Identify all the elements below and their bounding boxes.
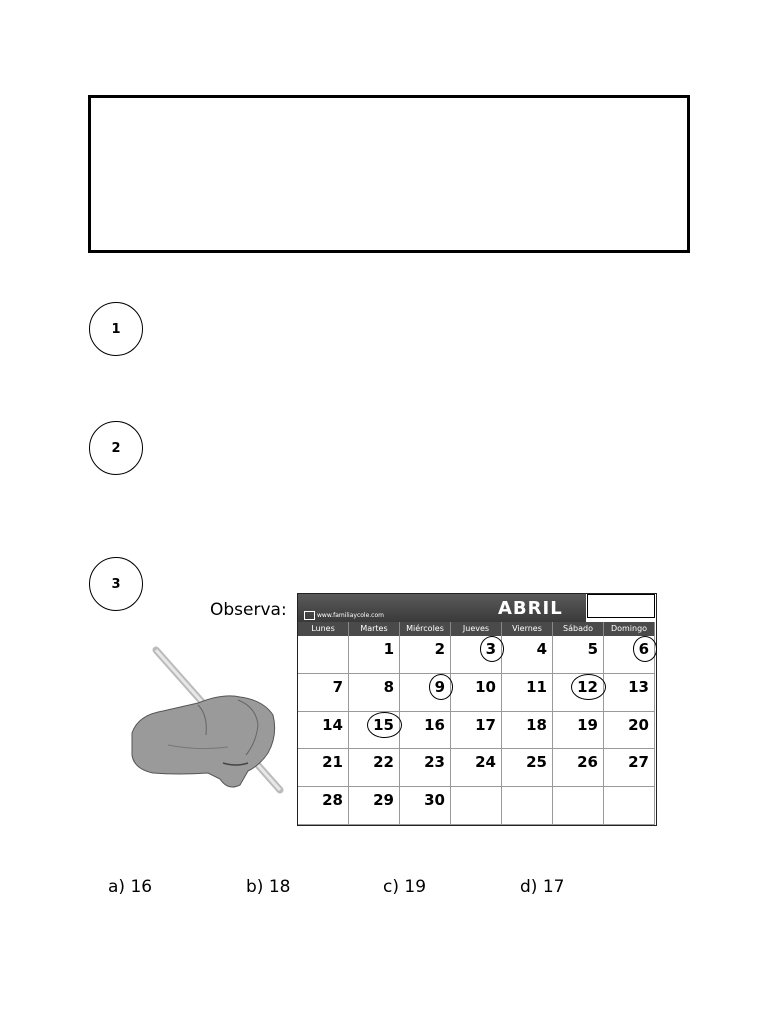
weekday-label: Viernes — [502, 622, 553, 636]
observe-label: Observa: — [210, 600, 287, 620]
calendar-day-number: 21 — [322, 753, 343, 772]
answer-a: a) 16 — [108, 877, 153, 897]
calendar-day-cell — [400, 636, 451, 674]
calendar-site-text: www.familiaycole.com — [317, 612, 384, 619]
calendar-day-number: 25 — [526, 753, 547, 772]
weekday-label: Domingo — [604, 622, 655, 636]
calendar-day-cell — [400, 712, 451, 750]
calendar-day-cell — [502, 712, 553, 750]
calendar-day-cell — [298, 787, 349, 825]
calendar-day-cell — [298, 712, 349, 750]
calendar-month: ABRIL — [498, 598, 563, 619]
calendar-day-number: 10 — [475, 677, 496, 696]
answer-d: d) 17 — [520, 877, 565, 897]
calendar-day-cell — [553, 749, 604, 787]
calendar-year-box — [587, 594, 655, 618]
calendar-day-number: 30 — [424, 791, 445, 810]
calendar-day-number: 8 — [383, 677, 394, 696]
calendar-day-cell — [451, 749, 502, 787]
calendar-day-cell — [604, 749, 655, 787]
calendar-day-cell — [502, 636, 553, 674]
answer-b: b) 18 — [246, 877, 291, 897]
calendar-day-number: 15 — [373, 715, 394, 734]
calendar-day-cell — [349, 787, 400, 825]
calendar-day-cell — [451, 787, 502, 825]
calendar-day-number: 17 — [475, 715, 496, 734]
question-2-number: 2 — [89, 421, 143, 475]
april-calendar — [297, 593, 657, 826]
calendar-day-cell — [604, 712, 655, 750]
calendar-day-number: 2 — [434, 640, 445, 658]
calendar-day-number: 3 — [485, 640, 496, 658]
answer-c: c) 19 — [383, 877, 427, 897]
calendar-day-number: 22 — [373, 753, 394, 772]
question-1-number: 1 — [89, 302, 143, 356]
calendar-day-cell — [349, 636, 400, 674]
calendar-day-number: 11 — [526, 677, 547, 696]
calendar-grid — [298, 636, 655, 825]
calendar-day-cell — [298, 636, 349, 674]
site-logo-icon — [304, 611, 315, 620]
calendar-day-number: 26 — [577, 753, 598, 772]
calendar-day-number: 27 — [628, 753, 649, 772]
question-3-number: 3 — [89, 557, 143, 611]
weekday-label: Martes — [349, 622, 400, 636]
calendar-day-cell — [400, 749, 451, 787]
calendar-day-number: 16 — [424, 715, 445, 734]
calendar-day-cell — [451, 712, 502, 750]
calendar-day-cell — [349, 749, 400, 787]
calendar-day-number: 20 — [628, 715, 649, 734]
calendar-day-cell — [298, 749, 349, 787]
calendar-day-number: 18 — [526, 715, 547, 734]
calendar-day-number: 1 — [383, 640, 394, 658]
calendar-day-number: 29 — [373, 791, 394, 810]
calendar-day-cell — [502, 674, 553, 712]
calendar-day-cell — [604, 636, 655, 674]
calendar-day-cell — [400, 787, 451, 825]
calendar-day-cell — [553, 712, 604, 750]
calendar-day-number: 14 — [322, 715, 343, 734]
calendar-day-cell — [604, 787, 655, 825]
calendar-day-cell — [502, 787, 553, 825]
calendar-day-cell — [349, 674, 400, 712]
calendar-day-number: 6 — [638, 640, 649, 658]
weekday-label: Lunes — [298, 622, 349, 636]
calendar-day-cell — [349, 712, 400, 750]
calendar-day-number: 24 — [475, 753, 496, 772]
calendar-day-number: 5 — [587, 640, 598, 658]
title-box — [88, 95, 690, 253]
calendar-day-number: 28 — [322, 791, 343, 810]
weekday-label: Sábado — [553, 622, 604, 636]
calendar-day-number: 23 — [424, 753, 445, 772]
hand-writing-illustration — [128, 645, 288, 795]
calendar-day-cell — [400, 674, 451, 712]
calendar-day-cell — [451, 674, 502, 712]
weekday-label: Jueves — [451, 622, 502, 636]
calendar-day-number: 4 — [536, 640, 547, 658]
calendar-day-number: 9 — [434, 677, 445, 696]
calendar-site — [304, 611, 384, 620]
calendar-day-cell — [553, 636, 604, 674]
calendar-day-number: 13 — [628, 677, 649, 696]
weekday-label: Miércoles — [400, 622, 451, 636]
calendar-day-number: 12 — [577, 677, 598, 696]
calendar-day-cell — [553, 787, 604, 825]
calendar-day-cell — [553, 674, 604, 712]
calendar-header — [298, 594, 586, 622]
calendar-day-number: 19 — [577, 715, 598, 734]
calendar-weekday-row — [298, 622, 655, 636]
calendar-day-cell — [298, 674, 349, 712]
calendar-day-cell — [502, 749, 553, 787]
calendar-day-number: 7 — [332, 677, 343, 696]
calendar-day-cell — [451, 636, 502, 674]
calendar-day-cell — [604, 674, 655, 712]
